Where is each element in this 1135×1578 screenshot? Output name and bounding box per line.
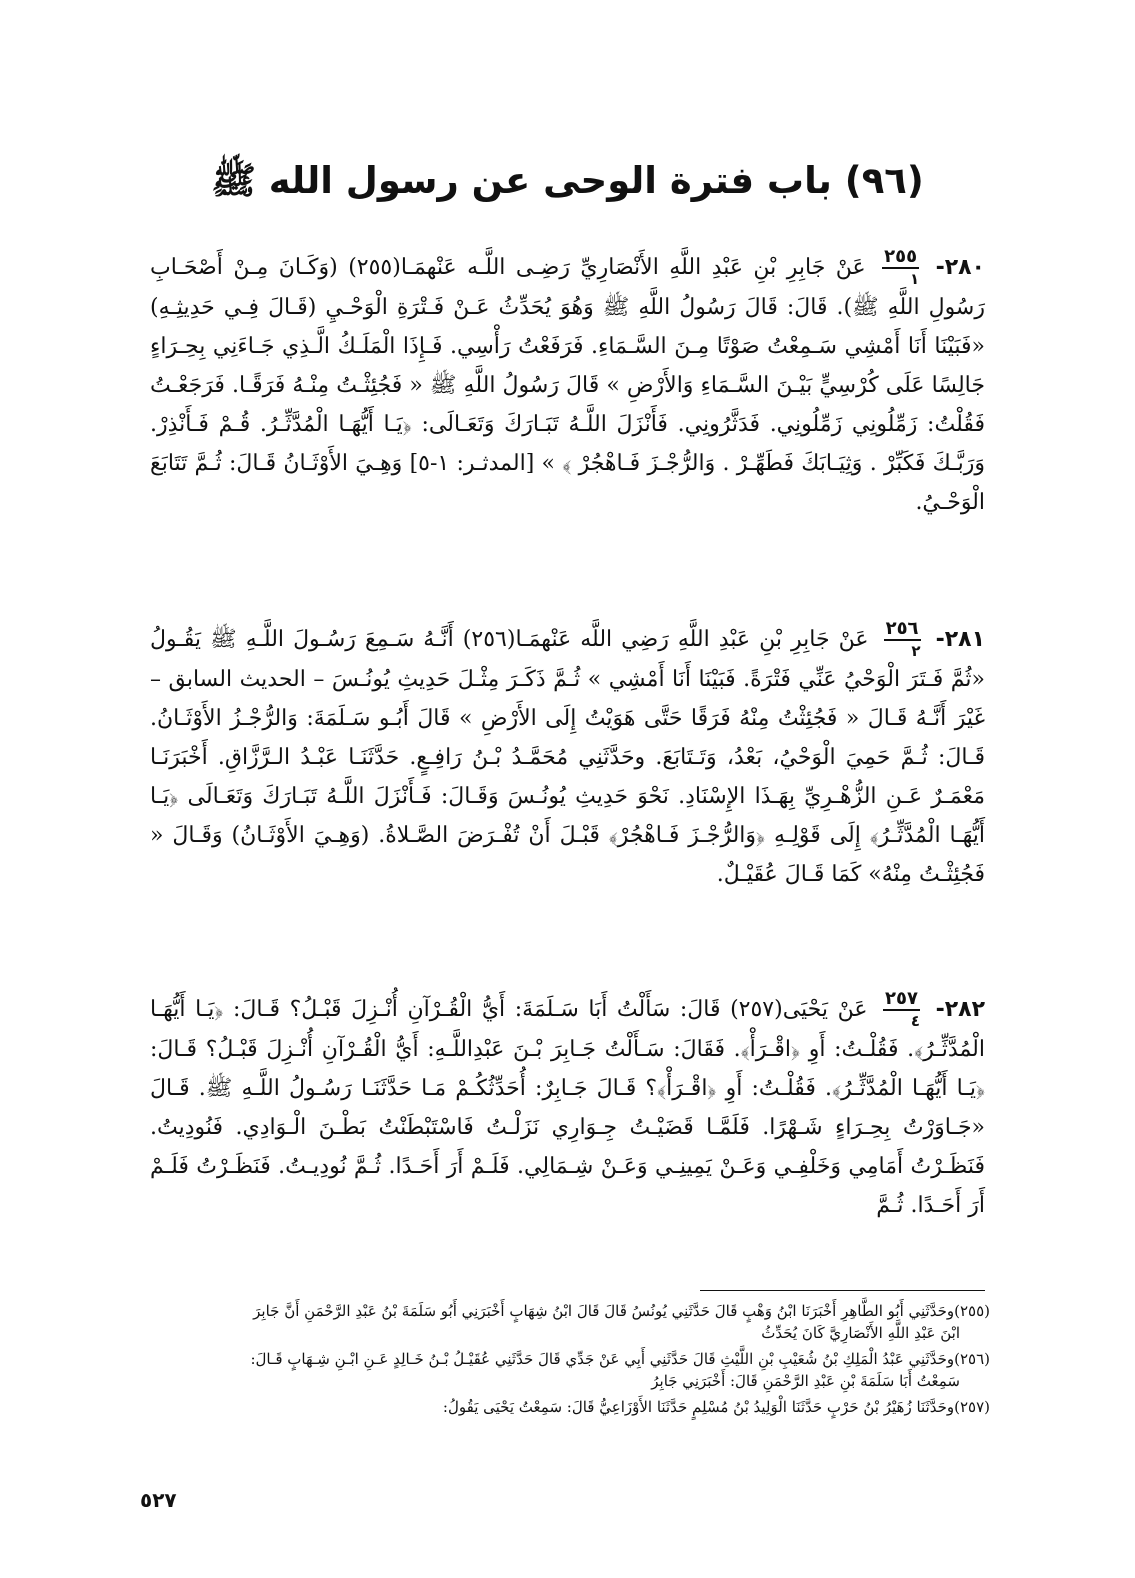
footnote-257: [140, 1396, 990, 1418]
hadith-text: عَنْ جَابِرِ بْنِ عَبْدِ اللَّهِ رَضِي اللَّه عَنْهمَـا(٢٥٦) أَنَّـهُ سَـمِعَ رَسُـولَ اللَّـهِ ﷺ يَقُـولُ «ثُمَّ فَـتَرَ الْوَحْيُ عَنِّي فَتْرَةً. فَبَيْنَا أَنَا أَمْشِي » ثُـمَّ ذَكَـرَ مِثْـلَ حَدِيثِ يُونُـسَ – الحديث السابق – غَيْرَ أَنَّـهُ قَـالَ « فَجُئِثْتُ مِنْهُ فَرَقًا حَتَّى هَوَيْتُ إِلَى الأَرْضِ » قَالَ أَبُـو سَـلَمَةَ: وَالرُّجْـزُ الأَوْثَـانُ. قَـالَ: ثُـمَّ حَمِيَ الْوَحْيُ، بَعْدُ، وَتَـتَابَعَ. وحَدَّثَنِي مُحَمَّـدُ بْـنُ رَافِـعٍ. حَدَّثَنَـا عَبْـدُ الـرَّزَّاقِ. أَخْبَرَنَـا مَعْمَـرٌ عَـنِ الزُّهْـرِيِّ بِهَـذَا الإِسْنَادِ. نَحْوَ حَدِيثِ يُونُـسَ وَقَـالَ: فَـأَنْزَلَ اللَّـهُ تَبَـارَكَ وَتَعَـالَى ﴿يَـا أَيُّهَـا الْمُدَّثِّـرُ﴾ إِلَى قَوْلِـهِ ﴿وَالرُّجْـزَ فَـاهْجُرْ﴾ قَبْـلَ أَنْ تُفْـرَضَ الصَّـلاةُ. (وَهِـيَ الأَوْثَـانُ) وَقَـالَ « فَجُئِثْـتُ مِنْهُ» كَمَا قَـالَ عُقَيْـلٌ.: [150, 627, 985, 887]
hadith-282: [150, 990, 985, 1225]
reference-top: ٢٥٥: [884, 246, 918, 267]
hadith-number: ٢٨٢-: [935, 997, 986, 1022]
hadith-text: عَنْ جَابِرِ بْنِ عَبْدِ اللَّهِ الأَنْصَارِيِّ رَضِـى اللَّـه عَنْهمَـا(٢٥٥) (وَكَـانَ مِـنْ أَصْحَـابِ رَسُولِ اللَّهِ ﷺ). قَالَ: قَالَ رَسُولُ اللَّهِ ﷺ وَهُوَ يُحَدِّثُ عَـنْ فَـتْرَةِ الْوَحْـيِ (قَـالَ فِـي حَدِيثِـهِ) «فَبَيْنَا أَنَا أَمْشِي سَـمِعْتُ صَوْتًا مِـنَ السَّـمَاءِ. فَرَفَعْتُ رَأْسِي. فَـإِذَا الْمَلَـكُ الَّـذِي جَـاءَنِي بِحِـرَاءٍ جَالِسًا عَلَى كُرْسِيٍّ بَيْـنَ السَّـمَاءِ وَالأَرْضِ » قَالَ رَسُولُ اللَّهِ ﷺ « فَجُئِثْـتُ مِنْـهُ فَرَقًـا. فَرَجَعْـتُ فَقُلْتُ: زَمِّلُونِي زَمِّلُونِي. فَدَثَّرُونِي. فَأَنْزَلَ اللَّـهُ تَبَـارَكَ وَتَعَـالَى: ﴿يَـا أَيُّهَـا الْمُدَّثِّـرُ. قُـمْ فَـأَنْذِرْ. وَرَبَّـكَ فَكَبِّرْ . وَثِيَـابَكَ فَطَهِّـرْ . وَالرُّجْـزَ فَـاهْجُرْ ﴾ » [المدثـر: ١-٥] وَهِـيَ الأَوْثَـانُ قَـالَ: ثُـمَّ تَتَابَعَ الْوَحْـيُ.: [150, 255, 985, 515]
footnote-divider: [700, 1290, 985, 1291]
hadith-280: [150, 248, 985, 522]
hadith-reference: [882, 248, 919, 288]
hadith-reference: [884, 620, 921, 660]
reference-top: ٢٥٦: [885, 618, 919, 639]
hadith-281: [150, 620, 985, 894]
footnotes: [140, 1300, 990, 1422]
hadith-number: ٢٨١-: [935, 627, 986, 652]
footnote-255: [140, 1300, 990, 1344]
hadith-text: عَنْ يَحْيَى(٢٥٧) قَالَ: سَأَلْتُ أَبَا سَـلَمَةَ: أَيُّ الْقُـرْآنِ أُنْـزِلَ قَبْـلُ؟ قَـالَ: ﴿يَـا أَيُّهَـا الْمُدَّثِّـرُ﴾. فَقُلْـتُ: أَوِ ﴿اقْـرَأْ﴾. فَقَالَ: سَـأَلْتُ جَـابِرَ بْـنَ عَبْدِاللَّـهِ: أَيُّ الْقُـرْآنِ أُنْـزِلَ قَبْـلُ؟ قَـالَ: ﴿يَـا أَيُّهَـا الْمُدَّثِّـرُ﴾. فَقُلْـتُ: أَوِ ﴿اقْـرَأْ﴾؟ قَـالَ جَـابِرٌ: أُحَدِّثُكُـمْ مَـا حَدَّثَنَـا رَسُـولُ اللَّـهِ ﷺ. قَـالَ «جَـاوَرْتُ بِحِـرَاءٍ شَـهْرًا. فَلَمَّـا قَضَيْـتُ جِـوَارِي نَزَلْـتُ فَاسْتَبْطَنْتُ بَطْـنَ الْـوَادِي. فَنُودِيتُ. فَنَظَـرْتُ أَمَامِي وَخَلْفِـي وَعَـنْ يَمِينِـي وَعَـنْ شِـمَالِي. فَلَـمْ أَرَ أَحَـدًا. ثُـمَّ نُودِيـتُ. فَنَظَـرْتُ فَلَـمْ أَرَ أَحَـدًا. ثُـمَّ: [150, 997, 985, 1218]
hadith-number: ٢٨٠-: [935, 255, 985, 280]
footnote-line: (٢٥٥)وحَدَّثَنِي أَبُو الطَّاهِرِ أَخْبَرَنَا ابْنُ وَهْبٍ قَالَ حَدَّثَنِي يُونُسُ قَالَ قَالَ ابْنُ شِهَابٍ أَخْبَرَنِي أَبُو سَلَمَةَ بْنُ عَبْدِ الرَّحْمَنِ أَنَّ جَابِرَ: [253, 1302, 990, 1320]
footnote-line: ابْنَ عَبْدِ اللَّهِ الأَنْصَارِيَّ كَانَ يُحَدِّثُ: [761, 1324, 960, 1342]
footnote-line: سَمِعْتُ أَبَا سَلَمَةَ بْنِ عَبْدِ الرَّحْمَنِ قَالَ: أَخْبَرَنِي جَابِرُ: [651, 1372, 960, 1390]
reference-top: ٢٥٧: [885, 988, 918, 1009]
footnote-256: [140, 1348, 990, 1392]
footnote-line: (٢٥٧)وحَدَّثَنَا زُهَيْرُ بْنُ حَرْبٍ حَدَّثَنَا الْوَلِيدُ بْنُ مُسْلِمٍ حَدَّثَنَا الأَوْزَاعِيُّ قَالَ: سَمِعْتُ يَحْيَى يَقُولُ:: [442, 1398, 990, 1416]
reference-bottom: ١: [909, 270, 920, 288]
footnote-line: (٢٥٦)وحَدَّثَنِي عَبْدُ الْمَلِكِ بْنُ شُعَيْبِ بْنِ اللَّيْثِ قَالَ حَدَّثَنِي أَبِي عَنْ جَدِّي قَالَ حَدَّثَنِي عُقَيْـلُ بْـنُ خَـالِدٍ عَـنِ ابْـنِ شِـهَابٍ قَـالَ:: [250, 1350, 990, 1368]
chapter-title: (٩٦) باب فترة الوحى عن رسول الله ﷺ: [211, 158, 924, 202]
reference-bottom: ٢: [911, 642, 921, 660]
reference-bottom: ٤: [910, 1012, 920, 1030]
hadith-reference: [883, 990, 920, 1030]
page-number: ٥٢٧: [140, 1488, 177, 1512]
